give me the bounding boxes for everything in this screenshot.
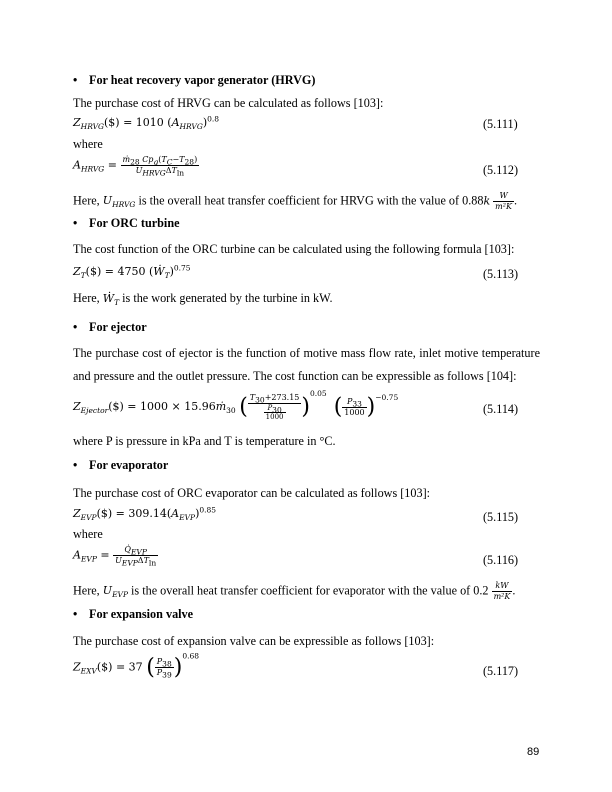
eq-number: (5.113) bbox=[483, 267, 519, 281]
eq-number: (5.114) bbox=[483, 402, 519, 416]
equation-5-111: $Z_{HRVG}(\$) = 1010$ $(A_{HRVG})^{0.8}$ bbox=[73, 114, 220, 132]
page-number: 89 bbox=[527, 746, 540, 758]
heading-expansion-valve: • For expansion valve bbox=[73, 607, 194, 621]
bullet-icon: • bbox=[73, 458, 78, 472]
orc-note: Here, Ẇ$_T$ is the work generated by the turbine in kW. bbox=[73, 291, 333, 308]
equation-5-116: $A_{EVP}$ = $\frac{Q̇_{EVP}}{U_{EVP}\Delta T_{ln}}$ bbox=[73, 545, 157, 568]
ejector-para-line2: and pressure and the outlet pressure. The cost function can be expressible as follows [104]: bbox=[73, 369, 517, 383]
heading-orc-turbine: • For ORC turbine bbox=[73, 216, 180, 230]
heading-evaporator: • For evaporator bbox=[73, 458, 169, 472]
eq-number: (5.112) bbox=[483, 163, 519, 177]
evaporator-note: Here, $U_{EVP}$ is the overall heat transfer coefficient for evaporator with the value of 0.2 $\frac{kW}{\text{m²K}}$ . bbox=[73, 581, 516, 601]
equation-5-112: $A_{HRVG}$ = $\frac{ṁ_{28} Cp_g(T_C-T_{28})}{U_{HRVG}\Delta T_{ln}}$ bbox=[73, 155, 198, 178]
orc-intro: The cost function of the ORC turbine can be calculated using the following formula [103]: bbox=[73, 242, 515, 256]
eq-number: (5.117) bbox=[483, 664, 519, 678]
valve-intro: The purchase cost of expansion valve can be expressible as follows [103]: bbox=[73, 634, 435, 648]
hrvg-intro: The purchase cost of HRVG can be calculated as follows [103]: bbox=[73, 96, 384, 110]
bullet-icon: • bbox=[73, 216, 78, 230]
equation-5-114: $Z_{Ejector}(\$) = 1000$ × 15.96ṁ$_{30}$ ( $\frac{T_{30}+273.15}{\frac{P_{30}}{1000}}$ )$^{0.05}$ ( $\frac{P_{33}}{1000}$ )$^{-0.75}$ bbox=[73, 389, 399, 421]
equation-5-113: $Z_T(\$) = 4750$ (Ẇ$_T$)$^{0.75}$ bbox=[73, 263, 191, 281]
equation-5-115: $Z_{EVP}(\$) = 309.14(A_{EVP})^{0.85}$ bbox=[73, 505, 217, 523]
equation-5-117: $Z_{EXV}(\$) = 37$ ( $\frac{P_{38}}{P_{39}}$ )$^{0.68}$ bbox=[73, 651, 200, 680]
heading-hrvg: • For heat recovery vapor generator (HRVG) bbox=[73, 73, 316, 87]
where-text: where bbox=[73, 137, 103, 151]
where-text: where bbox=[73, 527, 103, 541]
heading-ejector: • For ejector bbox=[73, 320, 147, 334]
ejector-note: where P is pressure in kPa and T is temperature in °C. bbox=[73, 434, 336, 448]
bullet-icon: • bbox=[73, 73, 78, 87]
evaporator-intro: The purchase cost of ORC evaporator can be calculated as follows [103]: bbox=[73, 486, 431, 500]
hrvg-note: Here, $U_{HRVG}$ is the overall heat transfer coefficient for HRVG with the value of 0.88k $\frac{W}{\text{m²K}}$ . bbox=[73, 191, 517, 211]
ejector-para-line1: The purchase cost of ejector is the function of motive mass flow rate, inlet motive temperature bbox=[73, 346, 540, 360]
bullet-icon: • bbox=[73, 607, 78, 621]
eq-number: (5.111) bbox=[483, 117, 518, 131]
bullet-icon: • bbox=[73, 320, 78, 334]
eq-number: (5.116) bbox=[483, 553, 519, 567]
eq-number: (5.115) bbox=[483, 510, 519, 524]
